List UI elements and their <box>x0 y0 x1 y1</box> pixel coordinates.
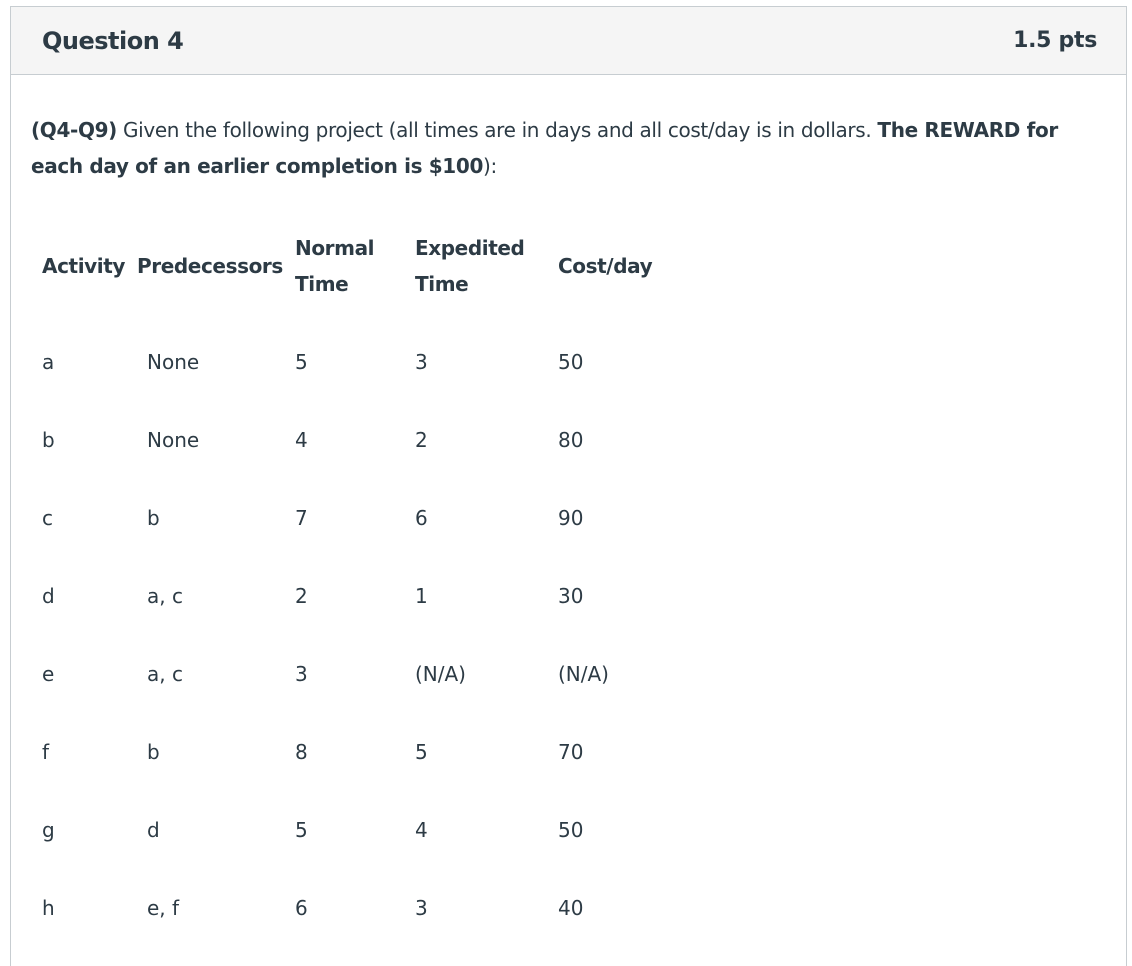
table-row <box>38 557 688 635</box>
cell-predecessors: e, f <box>147 896 180 920</box>
question-label: (Q4-Q9) <box>31 118 117 142</box>
question-body: Given the following project (all times are in days and all cost/day is in dollars. <box>116 118 878 142</box>
cell-cost: 80 <box>558 428 584 452</box>
header-normal-time-line2: Time <box>295 272 349 296</box>
cell-activity: g <box>42 818 55 842</box>
cell-normal: 6 <box>295 896 308 920</box>
header-expedited-time-line2: Time <box>415 272 469 296</box>
header-expedited-time-line1: Expedited <box>415 236 525 260</box>
header-normal-time <box>295 223 415 309</box>
activity-table <box>38 223 688 947</box>
cell-normal: 7 <box>295 506 308 530</box>
cell-expedited: 6 <box>415 506 428 530</box>
header-cost-per-day: Cost/day <box>558 254 653 278</box>
cell-expedited: (N/A) <box>415 662 466 686</box>
question-reward-note: The REWARD for each day of an earlier completion is $100 <box>31 118 1058 178</box>
cell-expedited: 2 <box>415 428 428 452</box>
cell-cost: (N/A) <box>558 662 609 686</box>
cell-expedited: 4 <box>415 818 428 842</box>
cell-normal: 5 <box>295 350 308 374</box>
header-normal-time-line1: Normal <box>295 236 375 260</box>
question-close: ): <box>483 154 497 178</box>
cell-predecessors: None <box>147 428 200 452</box>
header-activity: Activity <box>42 254 126 278</box>
cell-predecessors: a, c <box>147 584 183 608</box>
cell-cost: 70 <box>558 740 584 764</box>
question-points: 1.5 pts <box>1013 28 1097 53</box>
cell-cost: 50 <box>558 818 584 842</box>
table-row <box>38 869 688 947</box>
table-row <box>38 713 688 791</box>
cell-normal: 5 <box>295 818 308 842</box>
cell-normal: 3 <box>295 662 308 686</box>
table-row <box>38 323 688 401</box>
cell-predecessors: b <box>147 740 160 764</box>
cell-activity: b <box>42 428 55 452</box>
cell-expedited: 3 <box>415 350 428 374</box>
cell-activity: c <box>42 506 53 530</box>
cell-cost: 90 <box>558 506 584 530</box>
cell-expedited: 3 <box>415 896 428 920</box>
header-predecessors: Predecessors <box>137 254 283 278</box>
table-row <box>38 401 688 479</box>
cell-expedited: 1 <box>415 584 428 608</box>
cell-activity: d <box>42 584 55 608</box>
table-row <box>38 635 688 713</box>
cell-normal: 2 <box>295 584 308 608</box>
cell-activity: e <box>42 662 55 686</box>
cell-predecessors: None <box>147 350 200 374</box>
table-header-row <box>38 223 688 309</box>
question-title: Question 4 <box>42 27 184 55</box>
cell-normal: 8 <box>295 740 308 764</box>
question-header <box>11 7 1126 75</box>
cell-activity: h <box>42 896 55 920</box>
header-expedited-time <box>415 223 558 309</box>
cell-predecessors: b <box>147 506 160 530</box>
cell-normal: 4 <box>295 428 308 452</box>
cell-cost: 40 <box>558 896 584 920</box>
table-spacer <box>38 309 688 323</box>
cell-expedited: 5 <box>415 740 428 764</box>
cell-predecessors: d <box>147 818 160 842</box>
cell-cost: 30 <box>558 584 584 608</box>
table-row <box>38 479 688 557</box>
question-text <box>31 112 1091 184</box>
cell-cost: 50 <box>558 350 584 374</box>
cell-activity: a <box>42 350 55 374</box>
cell-predecessors: a, c <box>147 662 183 686</box>
cell-activity: f <box>42 740 50 764</box>
table-row <box>38 791 688 869</box>
